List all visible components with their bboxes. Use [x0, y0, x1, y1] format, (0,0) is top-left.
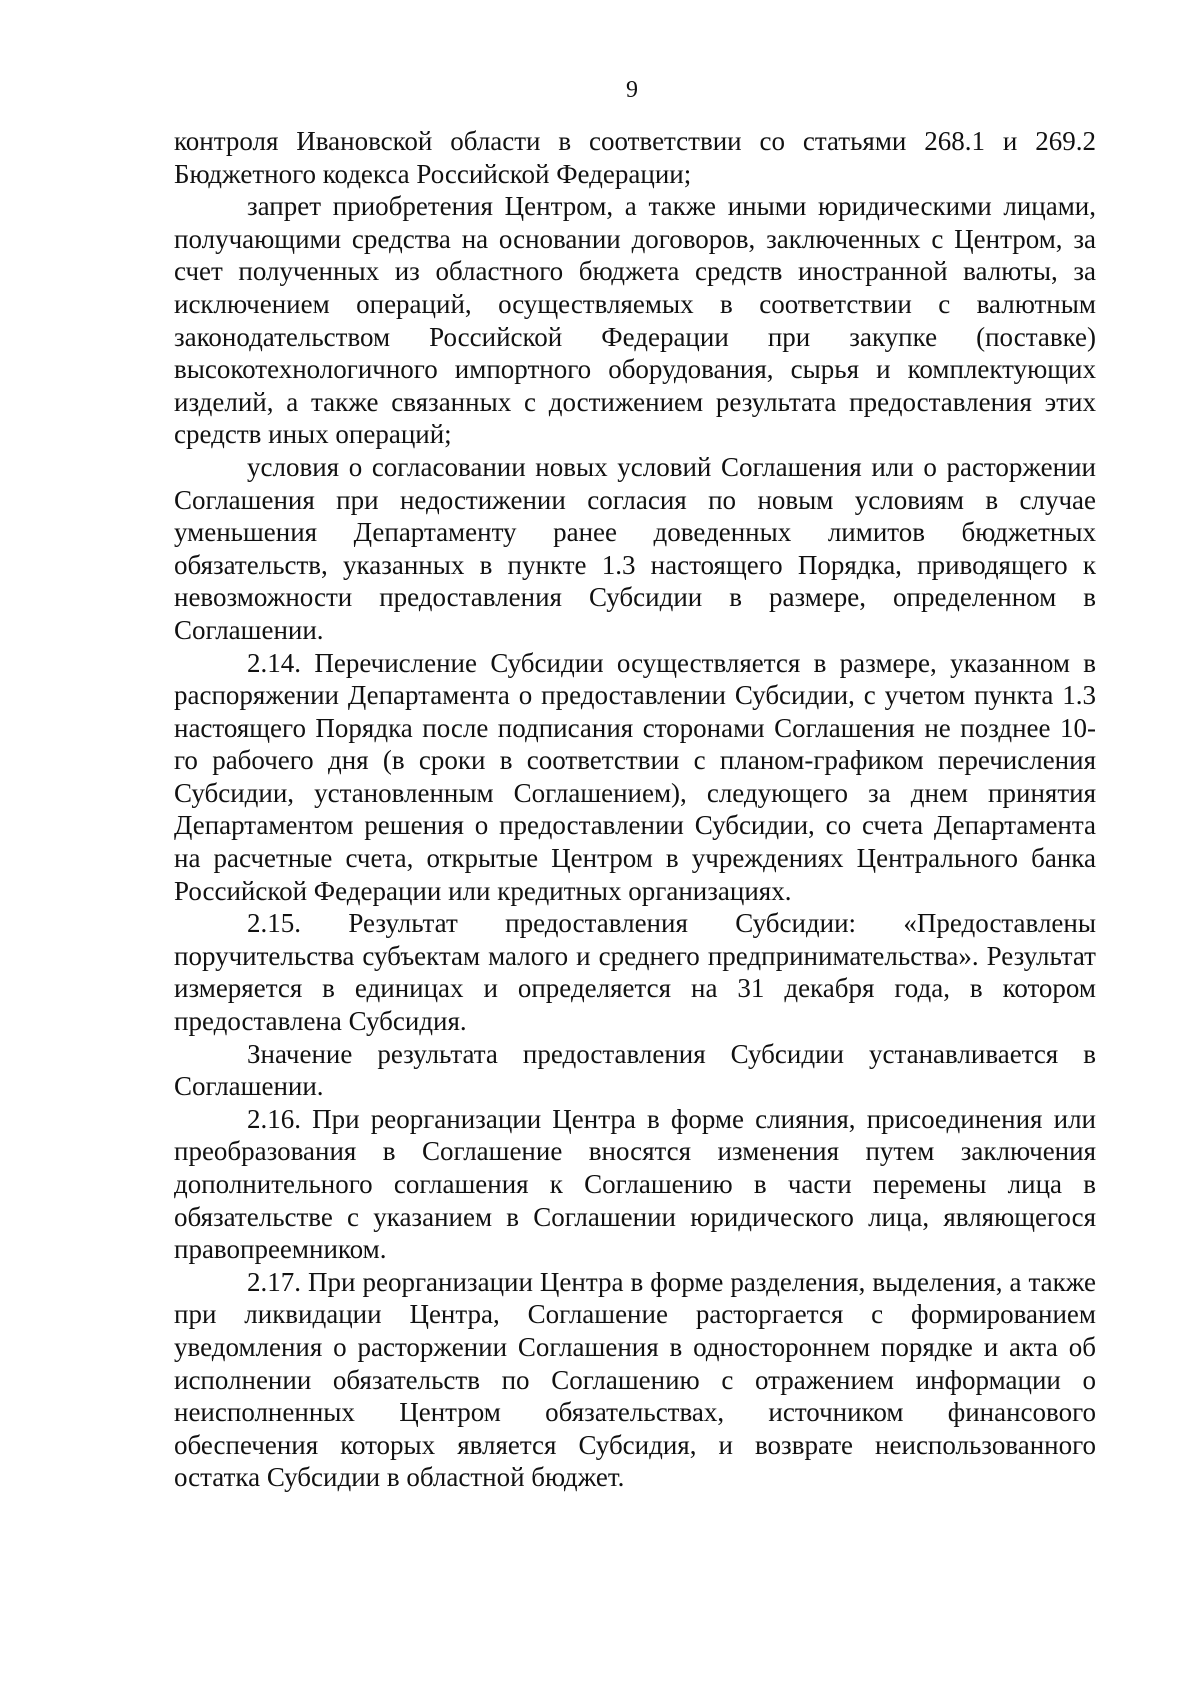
paragraph-agreement-conditions: условия о согласовании новых условий Соглашения или о расторжении Соглашения при недостижении согласия по новым условиям в случае уменьшения Департаменту ранее доведенных лимитов бюджетных обязательств, указанных в пункте 1.3 настоящего Порядка, приводящего к невозможности предоставления Субсидии в размере, определенном в Соглашении. — [174, 451, 1096, 645]
page-number: 9 — [626, 77, 638, 103]
paragraph-clause-2-16: 2.16. При реорганизации Центра в форме слияния, присоединения или преобразования в Соглашение вносятся изменения путем заключения дополнительного соглашения к Соглашению в части перемены лица в обязательстве с указанием в Соглашении юридического лица, являющегося правопреемником. — [174, 1103, 1096, 1265]
document-body — [174, 125, 1096, 1494]
paragraph-clause-2-15: 2.15. Результат предоставления Субсидии: «Предоставлены поручительства субъектам малого и среднего предпринимательства». Результат измеряется в единицах и определяется на 31 декабря года, в котором предоставлена Субсидия. — [174, 908, 1096, 1037]
paragraph-result-value: Значение результата предоставления Субсидии устанавливается в Соглашении. — [174, 1038, 1096, 1102]
paragraph-clause-2-14: 2.14. Перечисление Субсидии осуществляется в размере, указанном в распоряжении Департамента о предоставлении Субсидии, с учетом пункта 1.3 настоящего Порядка после подписания сторонами Соглашения не позднее 10-го рабочего дня (в сроки в соответствии с планом-графиком перечисления Субсидии, установленным Соглашением), следующего за днем принятия Департаментом решения о предоставлении Субсидии, со счета Департамента на расчетные счета, открытые Центром в учреждениях Центрального банка Российской Федерации или кредитных организациях. — [174, 647, 1096, 906]
paragraph-continuation: контроля Ивановской области в соответствии со статьями 268.1 и 269.2 Бюджетного кодекса Российской Федерации; — [174, 126, 1096, 189]
paragraph-clause-2-17: 2.17. При реорганизации Центра в форме разделения, выделения, а также при ликвидации Центра, Соглашение расторгается с формированием уведомления о расторжении Соглашения в одностороннем порядке и акта об исполнении обязательств по Соглашению с отражением информации о неисполненных Центром обязательствах, источником финансового обеспечения которых является Субсидия, и возврате неиспользованного остатка Субсидии в областной бюджет. — [174, 1266, 1096, 1493]
paragraph-foreign-currency-ban: запрет приобретения Центром, а также иными юридическими лицами, получающими средства на основании договоров, заключенных с Центром, за счет полученных из областного бюджета средств иностранной валюты, за исключением операций, осуществляемых в соответствии с валютным законодательством Российской Федерации при закупке (поставке) высокотехнологичного импортного оборудования, сырья и комплектующих изделий, а также связанных с достижением результата предоставления этих средств иных операций; — [174, 191, 1096, 450]
